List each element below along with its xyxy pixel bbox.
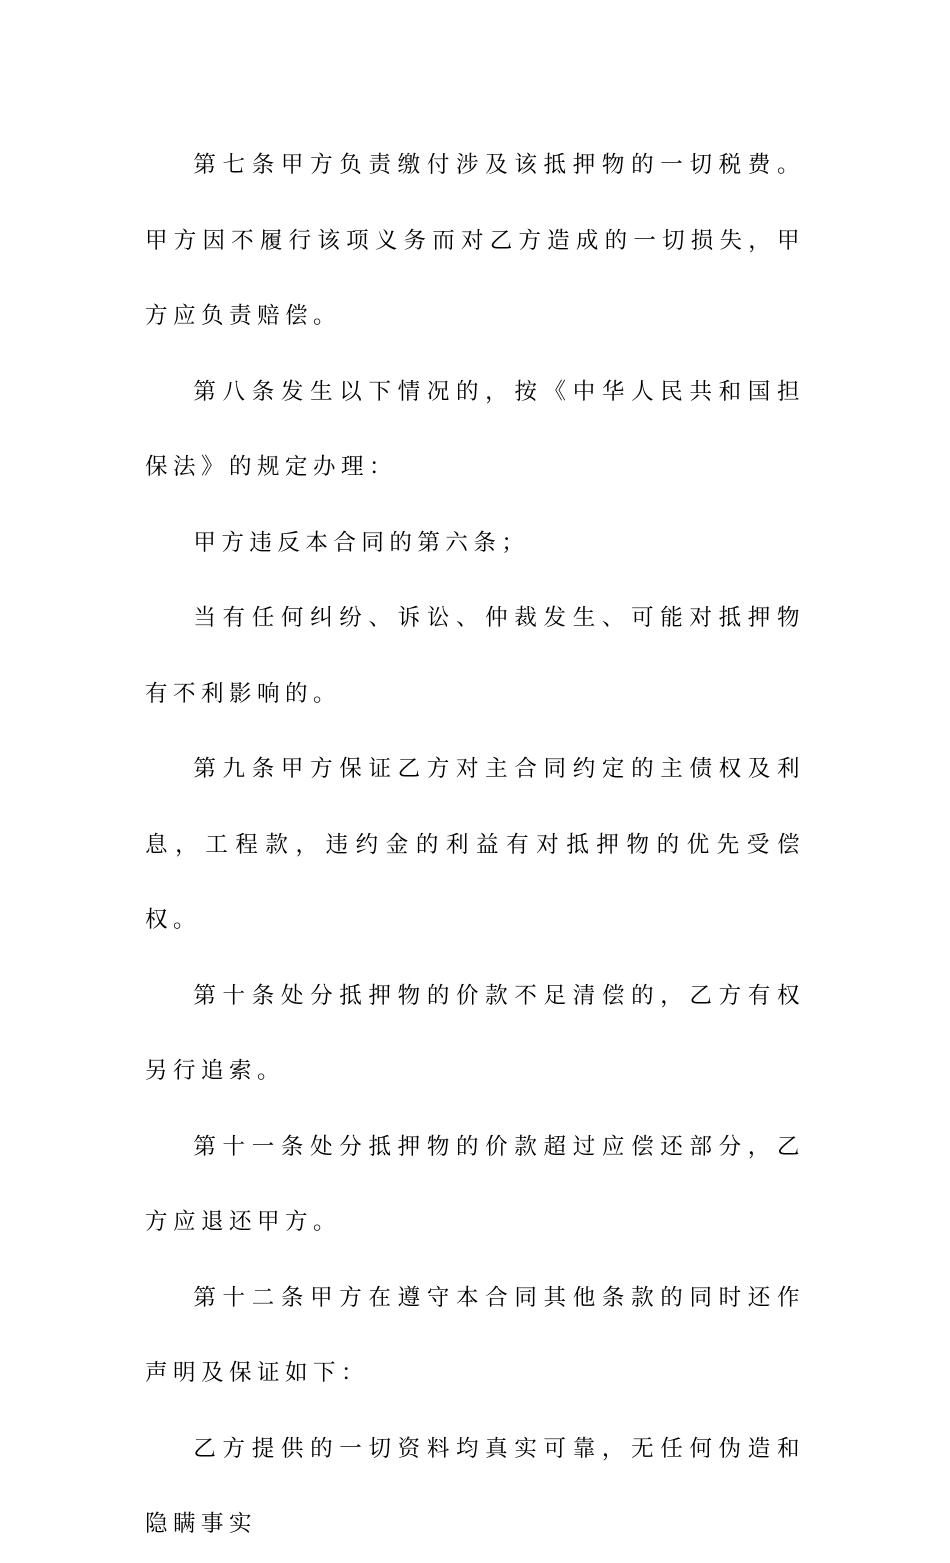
clause-8-paragraph: 第八条发生以下情况的，按《中华人民共和国担保法》的规定办理： — [145, 378, 805, 480]
clause-12-item-1: 乙方提供的一切资料均真实可靠，无任何伪造和隐瞒事实 — [145, 1435, 805, 1537]
clause-8-item-1: 甲方违反本合同的第六条； — [193, 529, 530, 556]
document-body — [145, 128, 805, 1563]
clause-10-paragraph: 第十条处分抵押物的价款不足清偿的，乙方有权另行追索。 — [145, 982, 805, 1084]
clause-7-paragraph: 第七条甲方负责缴付涉及该抵押物的一切税费。甲方因不履行该项义务而对乙方造成的一切损失，甲方应负责赔偿。 — [145, 152, 805, 329]
clause-8-item-2: 当有任何纠纷、诉讼、仲裁发生、可能对抵押物有不利影响的。 — [145, 605, 805, 707]
clause-11-paragraph: 第十一条处分抵押物的价款超过应偿还部分，乙方应退还甲方。 — [145, 1133, 805, 1235]
clause-12-paragraph: 第十二条甲方在遵守本合同其他条款的同时还作声明及保证如下： — [145, 1284, 805, 1386]
clause-9-paragraph: 第九条甲方保证乙方对主合同约定的主债权及利息，工程款，违约金的利益有对抵押物的优先受偿权。 — [145, 756, 805, 933]
